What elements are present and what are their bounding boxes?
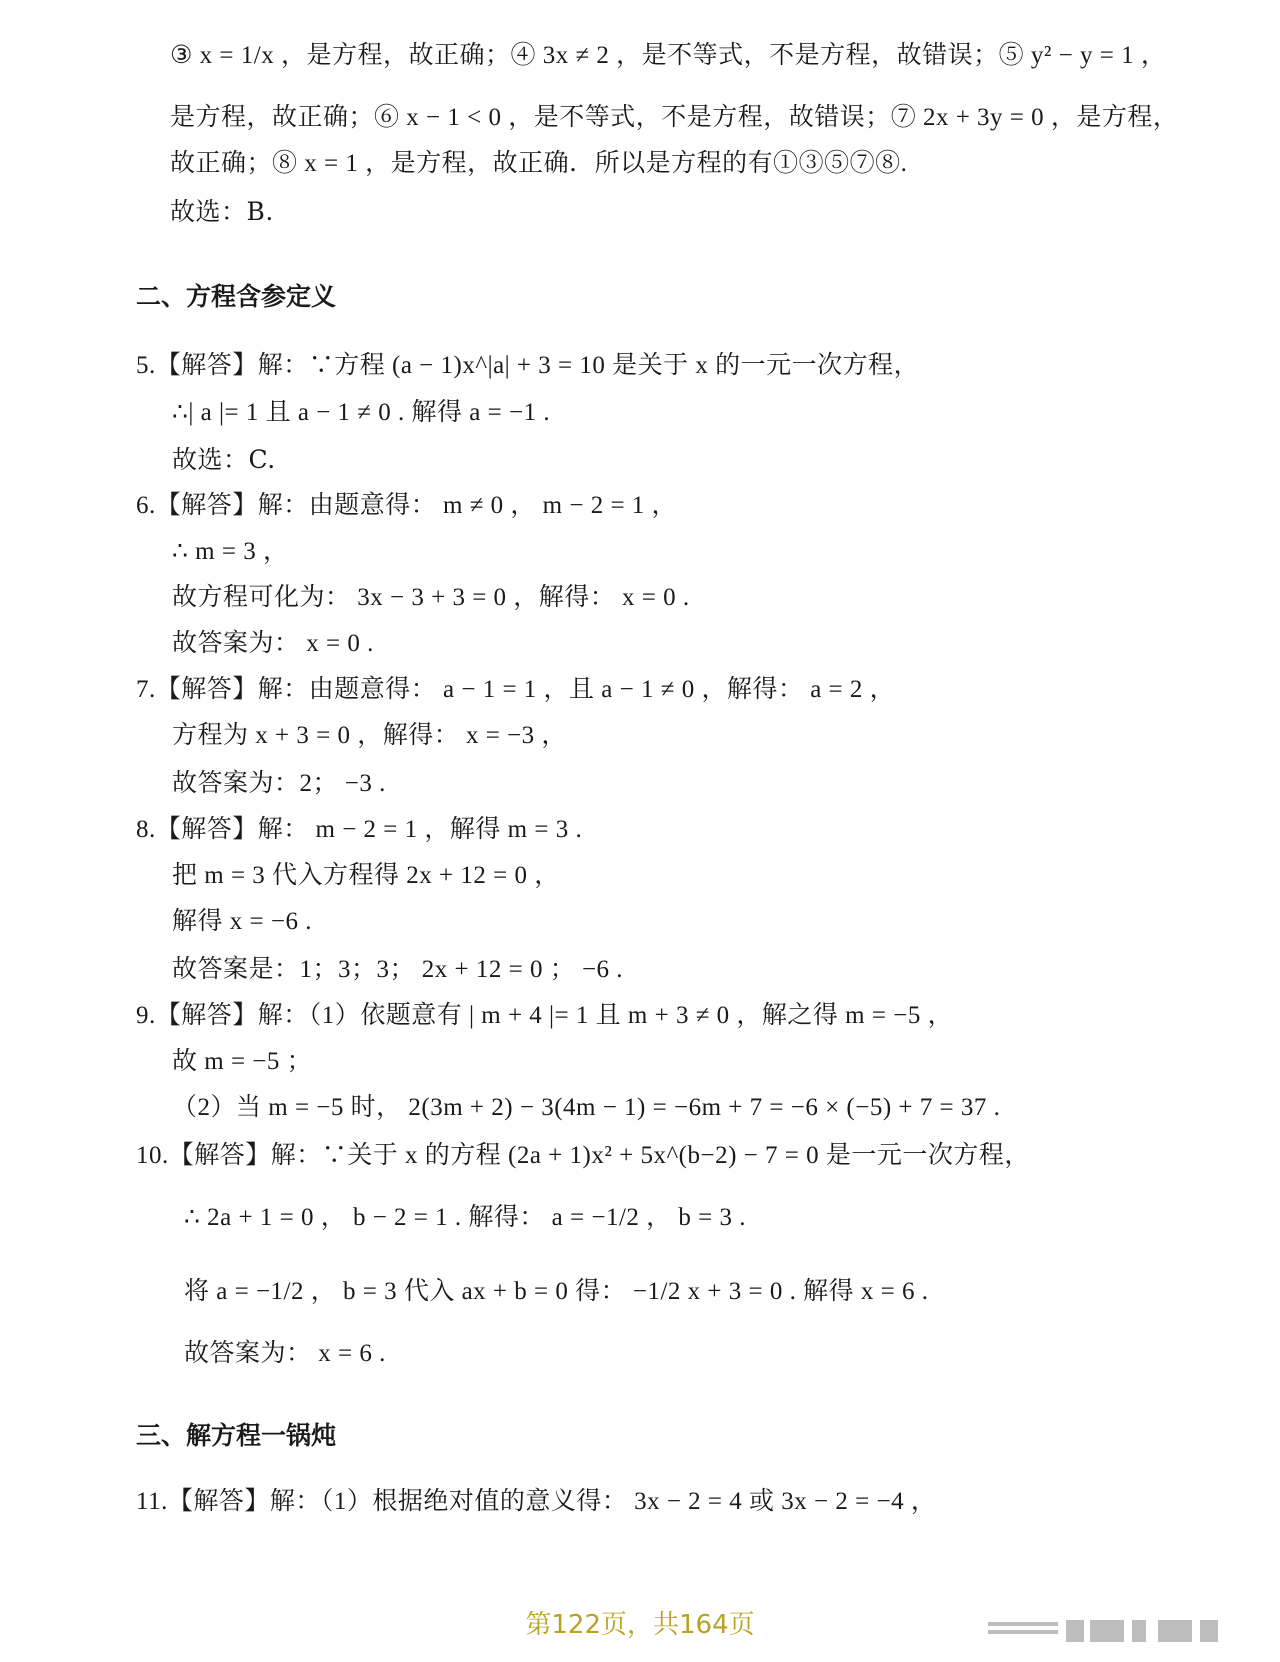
section-heading: 二、方程含参定义 [136,282,337,311]
text-line: （2）当 m = −5 时， 2(3m + 2) − 3(4m − 1) = −6m + 7 = −6 × (−5) + 7 = 37 . [172,1094,1001,1121]
text-line: 故方程可化为： 3x − 3 + 3 = 0 ，解得： x = 0 . [172,584,690,611]
text-line: 故答案为： x = 6 . [184,1340,386,1367]
answer-line: 9.【解答】解：（1）依题意有 | m + 4 |= 1 且 m + 3 ≠ 0 ，解之得 m = −5 ， [136,1002,954,1029]
answer-line: 11.【解答】解：（1）根据绝对值的意义得： 3x − 2 = 4 或 3x − 2 = −4 ， [136,1488,937,1515]
text-line: ∴| a |= 1 且 a − 1 ≠ 0 . 解得 a = −1 . [172,399,551,426]
text-line: 是方程，故正确；⑥ x − 1 < 0 ，是不等式，不是方程，故错误；⑦ 2x + 3y = 0 ，是方程， [170,104,1179,131]
text-line: 故答案为： x = 0 . [172,630,374,657]
text-line: 故 m = −5 ； [172,1048,313,1075]
text-line: 故选：C. [172,445,276,474]
text-line: ∴ m = 3 ， [172,538,289,565]
text-line: 把 m = 3 代入方程得 2x + 12 = 0 ， [172,862,560,889]
text-line: 故答案为：2； −3 . [172,770,386,797]
text-line: 将 a = −1/2 ， b = 3 代入 ax + b = 0 得： −1/2 x + 3 = 0 . 解得 x = 6 . [184,1278,929,1305]
answer-line: 10.【解答】解：∵关于 x 的方程 (2a + 1)x² + 5x^(b−2) − 7 = 0 是一元一次方程， [136,1142,1030,1169]
section-heading: 三、解方程一锅炖 [136,1421,337,1450]
text-line: 解得 x = −6 . [172,908,312,935]
text-line: 故答案是：1；3；3； 2x + 12 = 0 ； −6 . [172,956,624,983]
answer-line: 8.【解答】解： m − 2 = 1 ，解得 m = 3 . [136,816,583,843]
page-number-footer: 第122页，共164页 [525,1610,755,1640]
answer-line: 7.【解答】解：由题意得： a − 1 = 1 ，且 a − 1 ≠ 0 ，解得： a = 2 ， [136,676,896,703]
text-line: 故正确；⑧ x = 1 ，是方程，故正确．所以是方程的有①③⑤⑦⑧. [170,150,908,177]
text-line: ③ x = 1/x ，是方程，故正确；④ 3x ≠ 2 ，是不等式，不是方程，故错误；⑤ y² − y = 1 ， [170,42,1167,69]
answer-line: 5.【解答】解：∵方程 (a − 1)x^|a| + 3 = 10 是关于 x 的一元一次方程， [136,352,920,379]
text-line: 方程为 x + 3 = 0 ，解得： x = −3 ， [172,722,567,749]
text-line: ∴ 2a + 1 = 0 ， b − 2 = 1 . 解得： a = −1/2 ， b = 3 . [184,1204,746,1231]
answer-line: 6.【解答】解：由题意得： m ≠ 0 ， m − 2 = 1 ， [136,492,678,519]
decorative-bars [988,1620,1248,1642]
text-line: 故选：B. [170,197,274,226]
